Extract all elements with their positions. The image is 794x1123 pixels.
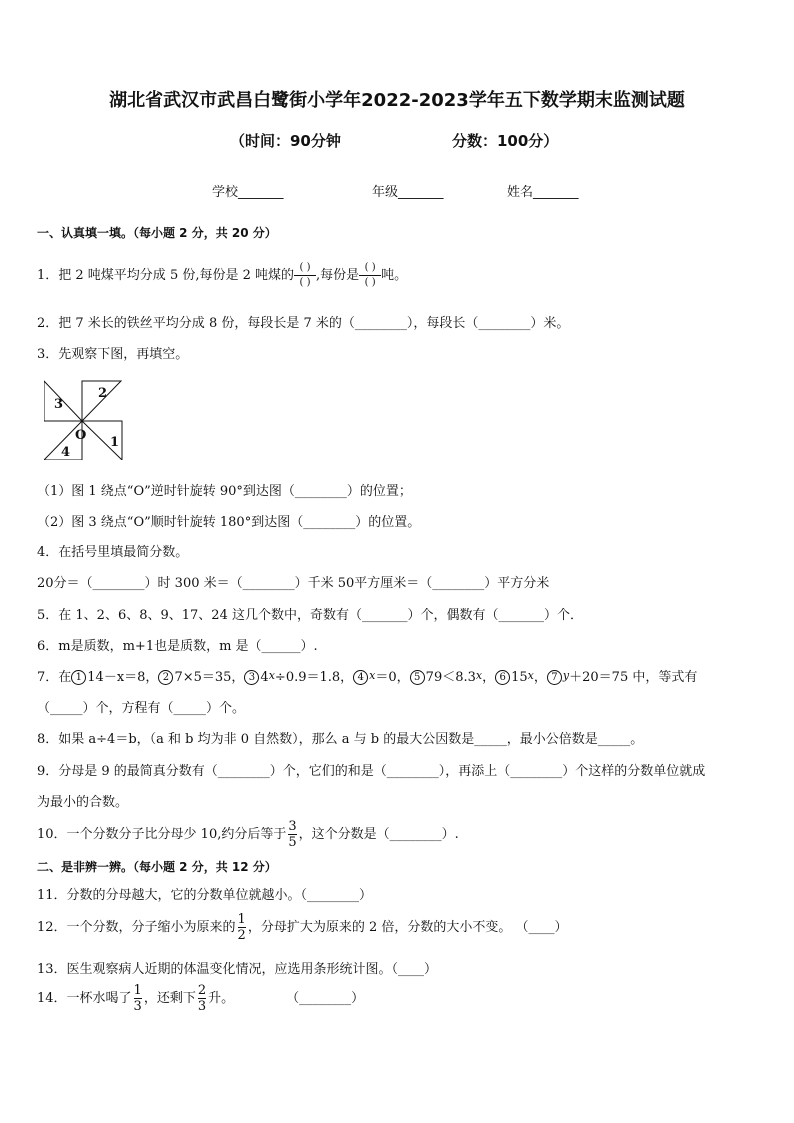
question-3-1: （1）图 1 绕点“O”逆时针旋转 90°到达图（________）的位置； [37, 484, 412, 499]
pinwheel-figure [44, 378, 124, 460]
question-10: 10．一个分数分子比分母少 10,约分后等于 $\frac{3}{5}$ ，这个分数是（________）. [37, 819, 459, 850]
label-4: 4 [61, 445, 71, 460]
question-8: 8．如果 a÷4＝b，（a 和 b 均为非 0 自然数），那么 a 与 b 的最大公因数是_____，最小公倍数是_____。 [37, 732, 644, 747]
section-2-heading: 二、是非辨一辨。（每小题 2 分，共 12 分） [37, 860, 277, 874]
question-1: 1．把 2 吨煤平均分成 5 份,每份是 2 吨煤的( ) ( ) ,每份是( ) ( ) 吨。 [37, 262, 408, 288]
fraction: $\frac{3}{5}$ [288, 819, 297, 850]
exam-time: （时间：90分钟 [230, 132, 341, 150]
question-6: 6．m是质数，m+1也是质数，m 是（______）. [37, 639, 318, 654]
question-4: 4．在括号里填最简分数。 [37, 545, 189, 560]
exam-subtitle [230, 130, 580, 151]
question-9: 9．分母是 9 的最简真分数有（________）个，它们的和是（________），再添上（________）个这样的分数单位就成 [37, 764, 706, 779]
question-9-line-2: 为最小的合数。 [37, 795, 129, 810]
section-1-heading: 一、认真填一填。（每小题 2 分，共 20 分） [37, 226, 277, 240]
label-3: 3 [54, 397, 64, 412]
label-2: 2 [98, 386, 108, 401]
fraction: $\frac{2}{3}$ [197, 983, 207, 1014]
question-7-line-2: （_____）个，方程有（_____）个。 [37, 701, 246, 716]
fraction: $\frac{1}{2}$ [237, 912, 246, 943]
exam-title: 湖北省武汉市武昌白鹭街小学年2022-2023学年五下数学期末监测试题 [109, 90, 685, 111]
grade-field: 年级_______ [372, 185, 444, 200]
question-4-line: 20分＝（________）时 300 米＝（________）千米 50平方厘米＝（________）平方分米 [37, 576, 550, 591]
question-14: 14．一杯水喝了 $\frac{1}{3}$ ，还剩下 $\frac{2}{3}$ 升。 （________） [37, 983, 365, 1014]
fraction: $\frac{1}{3}$ [133, 983, 142, 1014]
question-13: 13．医生观察病人近期的体温变化情况，应选用条形统计图。（____） [37, 962, 438, 977]
label-1: 1 [110, 435, 120, 450]
question-2: 2．把 7 米长的铁丝平均分成 8 份，每段长是 7 米的（________），每段长（________）米。 [37, 316, 570, 331]
question-3: 3．先观察下图，再填空。 [37, 347, 189, 362]
label-o: O [75, 428, 87, 443]
question-7: 7．在 1 14－x＝8， 2 7×5＝35， 3 4x÷0.9＝1.8， 4 x＝0， 5 79＜8.3x， 6 15x， 7 y＋20＝75 中，等式有 [37, 669, 698, 685]
paren-fraction: ( ) ( ) [294, 263, 316, 288]
question-11: 11．分数的分母越大，它的分数单位就越小。（________） [37, 888, 373, 903]
paren-fraction: ( ) ( ) [359, 263, 381, 288]
question-3-2: （2）图 3 绕点“O”顺时针旋转 180°到达图（________）的位置。 [37, 515, 421, 530]
exam-score: 分数：100分） [452, 132, 559, 150]
name-field: 姓名_______ [507, 185, 579, 200]
school-field: 学校_______ [212, 185, 284, 200]
question-5: 5．在 1、2、6、8、9、17、24 这几个数中，奇数有（_______）个，偶数有（_______）个． [37, 608, 583, 623]
question-12: 12．一个分数，分子缩小为原来的 $\frac{1}{2}$ ，分母扩大为原来的 2 倍，分数的大小不变。 （____） [37, 912, 568, 943]
